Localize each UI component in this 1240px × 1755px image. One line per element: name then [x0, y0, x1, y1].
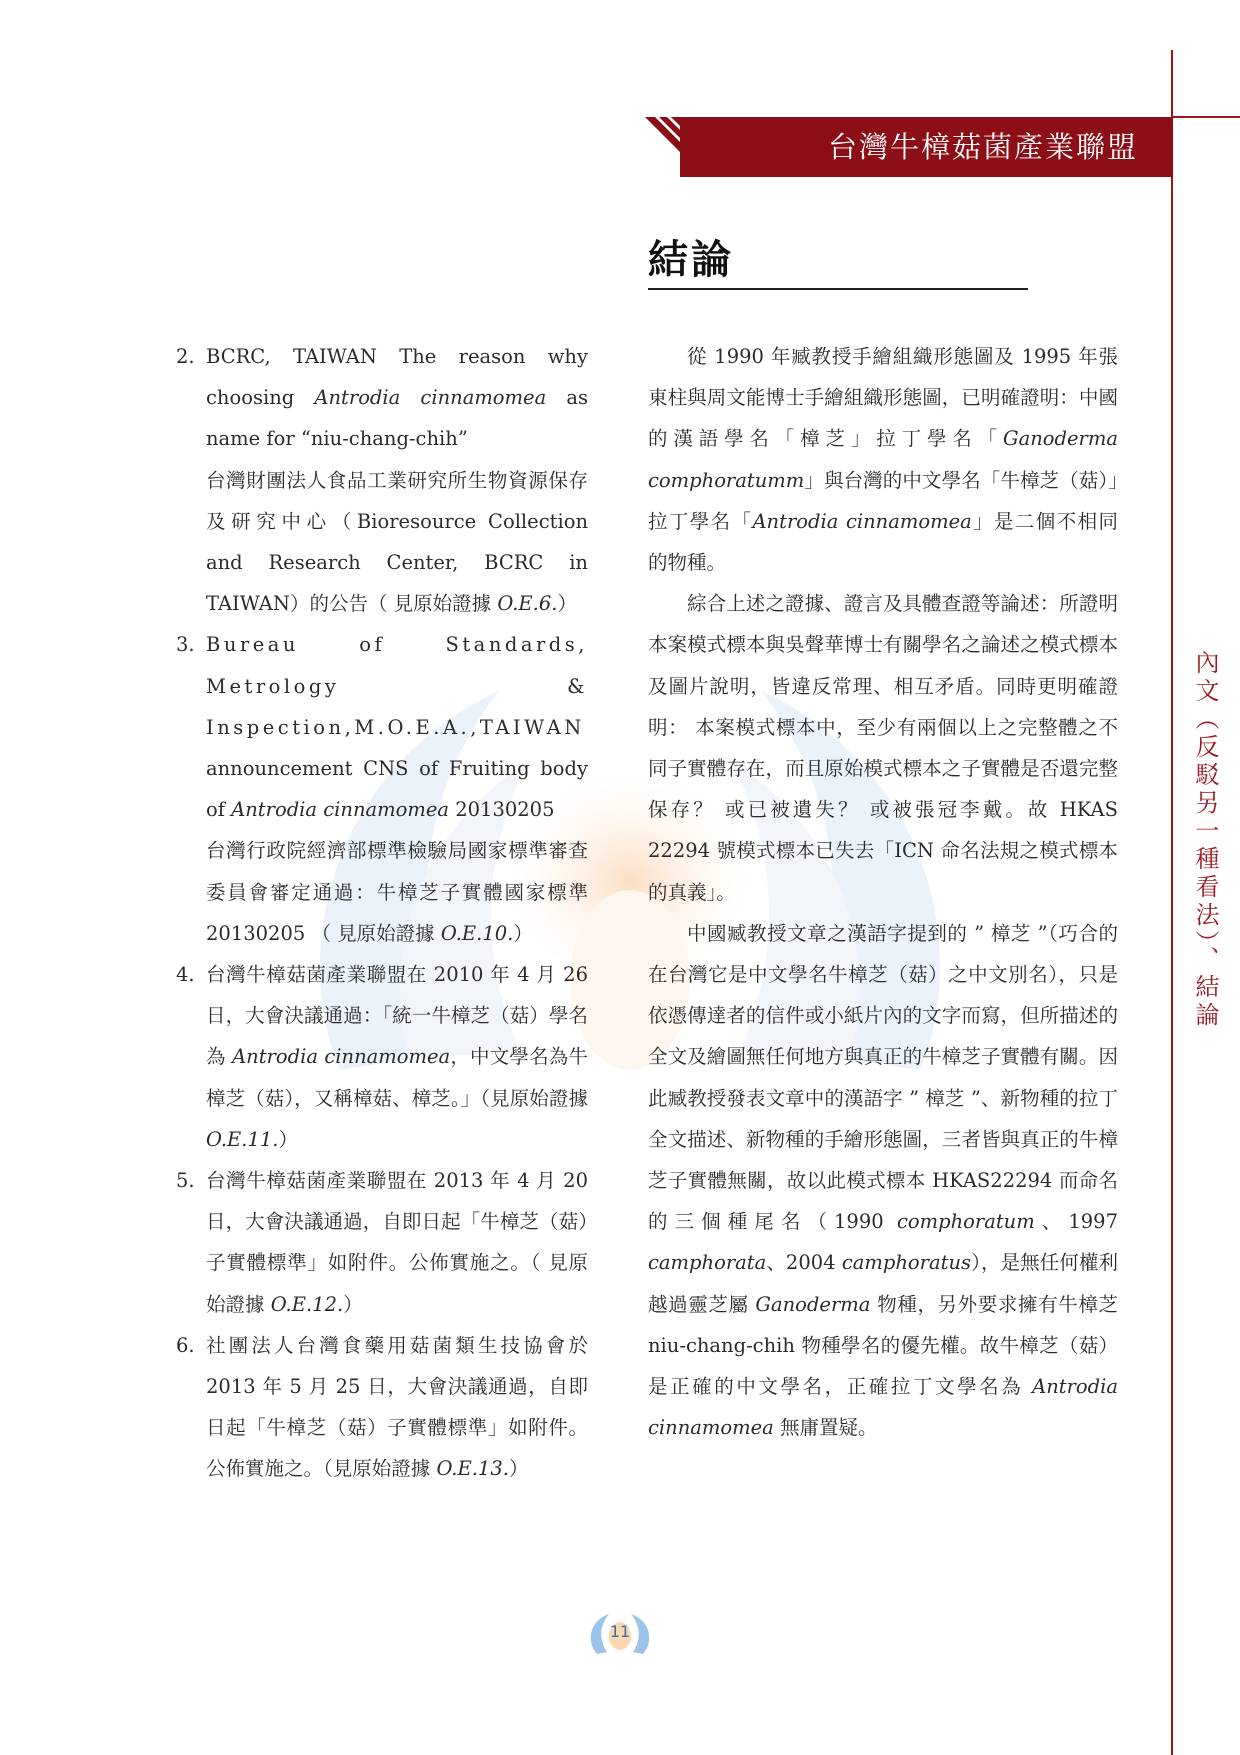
evidence-ref: O.E.6. [497, 592, 558, 616]
page-number: 11 [609, 1622, 631, 1641]
latin-name: Ganoderma comphoratumm [648, 427, 1118, 492]
item-text: ） [343, 1292, 363, 1316]
left-column [176, 336, 588, 1490]
list-item [176, 1325, 588, 1490]
right-column [648, 336, 1118, 1448]
evidence-ref: O.E.11. [206, 1127, 279, 1151]
list-number: 4. [176, 963, 195, 987]
para-text: 」與台灣的中文學名「牛樟芝（菇）」拉丁學名「 [648, 468, 1118, 533]
list-number: 3. [176, 633, 195, 657]
item-text: ，中文學名為牛樟芝（菇），又稱樟菇、樟芝。」（見原始證據 [206, 1045, 588, 1110]
conclusion-paragraph [648, 336, 1118, 583]
para-text: ），是無任何權利越過靈芝屬 [648, 1251, 1118, 1316]
item-text: 社團法人台灣食藥用菇菌類生技協會於 2013 年 5 月 25 日，大會決議通過，自即日起「牛樟芝（菇）子實體標準」如附件。公佈實施之。（見原始證據 [206, 1333, 588, 1481]
latin-name: Antrodia cinnamomea [752, 509, 972, 533]
item-text: ） [513, 921, 533, 945]
para-text: 、1997 [1034, 1210, 1118, 1234]
side-rule-tick [1173, 116, 1240, 118]
conclusion-paragraph [648, 913, 1118, 1449]
list-item [176, 1160, 588, 1325]
list-number: 6. [176, 1333, 195, 1357]
evidence-ref: O.E.13. [436, 1457, 509, 1481]
latin-name: Antrodia cinnamomea [648, 1375, 1118, 1440]
item-text: ） [508, 1457, 529, 1481]
item-text: as name for “niu-chang-chih” [206, 386, 588, 451]
list-number: 2. [176, 345, 195, 368]
para-text: 綜合上述之證據、證言及具體查證等論述：所證明本案模式標本與吳聲華博士有關學名之論述之模式標本及圖片說明，皆違反常理、相互矛盾。同時更明確證明： 本案模式標本中，至少有兩個以上之完整體之不同子實體存在，而且原始模式標本之子實體是否還完整保存？ 或已被遺失？ 或被張冠李戴。故 HKAS 22294 號模式標本已失去「ICN 命名法規之模式標本的真義」。 [648, 592, 1118, 904]
latin-name: camphoratus [841, 1251, 972, 1275]
latin-name: comphoratum [896, 1210, 1035, 1234]
latin-name: camphorata [648, 1251, 767, 1275]
item-text: 台灣財團法人食品工業研究所生物資源保存及研究中心（Bioresource Collection and Research Center, BCRC in TAIWAN）的公告（ 見原始證據 [206, 468, 588, 616]
latin-name: Antrodia cinnamomea [231, 798, 450, 822]
item-text: BCRC, TAIWAN The reason why choosing [206, 345, 588, 410]
evidence-ref: O.E.12. [270, 1292, 344, 1316]
header-title: 台灣牛樟菇菌產業聯盟 [827, 130, 1138, 164]
latin-name: Antrodia cinnamomea [232, 1045, 451, 1069]
para-text: 、2004 [766, 1251, 842, 1275]
side-rule [1171, 50, 1173, 1755]
item-text: announcement CNS of Fruiting body of [206, 757, 588, 822]
latin-name: Antrodia cinnamomea [314, 386, 547, 410]
item-text: ） [278, 1127, 299, 1151]
page-number-badge [585, 1610, 655, 1658]
side-label: 內文（反駁另一種看法）、結論 [1191, 650, 1219, 1030]
item-text: Bureau of Standards, Metrology & Inspection,M.O.E.A.,TAIWAN [206, 633, 588, 739]
para-text: 中國臧教授文章之漢語字提到的 ” 樟芝 ”（巧合的在台灣它是中文學名牛樟芝（菇）之中文別名），只是依憑傳達者的信件或小紙片內的文字而寫，但所描述的全文及繪圖無任何地方與真正的牛樟芝子實體有關。因此臧教授發表文章中的漢語字 ” 樟芝 ”、新物種的拉丁全文描述、新物種的手繪形態圖，三者皆與真正的牛樟芝子實體無關，故以此模式標本 HKAS22294 而命名的三個種尾名（1990 [648, 921, 1118, 1234]
item-text: 台灣牛樟菇菌產業聯盟在 2010 年 4 月 26 日，大會決議通過：「統一牛樟芝（菇）學名為 [206, 963, 588, 1069]
para-text: 從 1990 年臧教授手繪組織形態圖及 1995 年張東柱與周文能博士手繪組織形態圖，已明確證明：中國的漢語學名「樟芝」拉丁學名「 [648, 345, 1118, 451]
list-number: 5. [176, 1169, 195, 1193]
list-item [176, 954, 588, 1160]
item-text: 台灣牛樟菇菌產業聯盟在 2013 年 4 月 20 日，大會決議通過，自即日起「牛樟芝（菇）子實體標準」如附件。公佈實施之。（ 見原始證據 [206, 1169, 588, 1316]
conclusion-paragraph [648, 583, 1118, 913]
item-text: ） [557, 592, 577, 616]
item-text: 20130205 [449, 798, 555, 822]
item-text: 台灣行政院經濟部標準檢驗局國家標準審查委員會審定通過：牛樟芝子實體國家標準 20130205 （ 見原始證據 [206, 839, 588, 945]
para-text: 物種，另外要求擁有牛樟芝 niu-chang-chih 物種學名的優先權。故牛樟芝（菇）是正確的中文學名，正確拉丁文學名為 [648, 1292, 1119, 1399]
latin-name: Ganoderma [755, 1292, 871, 1316]
section-divider [648, 288, 1028, 290]
section-title: 結論 [648, 236, 734, 283]
evidence-ref: O.E.10. [440, 921, 514, 945]
para-text: 」是二個不相同的物種。 [648, 509, 1118, 575]
list-item [176, 624, 588, 954]
list-item [176, 336, 588, 624]
para-text: 無庸置疑。 [773, 1416, 878, 1440]
